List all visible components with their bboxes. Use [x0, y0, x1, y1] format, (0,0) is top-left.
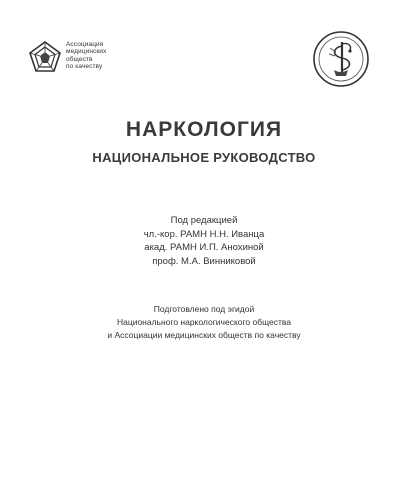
editors-block — [0, 214, 408, 268]
association-line: Ассоциация — [66, 41, 104, 48]
auspices-line: Национального наркологического общества — [116, 317, 292, 327]
association-line: медицинских — [66, 48, 107, 56]
association-line: по качеству — [66, 62, 103, 70]
auspices-line: и Ассоциации медицинских обществ по качеству — [107, 330, 301, 340]
editors-line: акад. РАМН И.П. Анохиной — [144, 242, 264, 253]
association-logo-icon — [28, 40, 62, 74]
publisher-emblem-icon — [312, 30, 370, 88]
auspices-line: Подготовлено под эгидой — [153, 304, 255, 314]
book-title: НАРКОЛОГИЯ — [125, 118, 283, 141]
association-name — [66, 41, 156, 70]
association-line: обществ — [66, 55, 93, 63]
editors-line: чл.-кор. РАМН Н.Н. Иванца — [143, 228, 265, 240]
editors-line: проф. М.А. Винниковой — [152, 255, 256, 267]
editors-line: Под редакцией — [170, 215, 238, 226]
auspices-block — [0, 303, 408, 342]
book-subtitle: НАЦИОНАЛЬНОЕ РУКОВОДСТВО — [92, 150, 316, 165]
